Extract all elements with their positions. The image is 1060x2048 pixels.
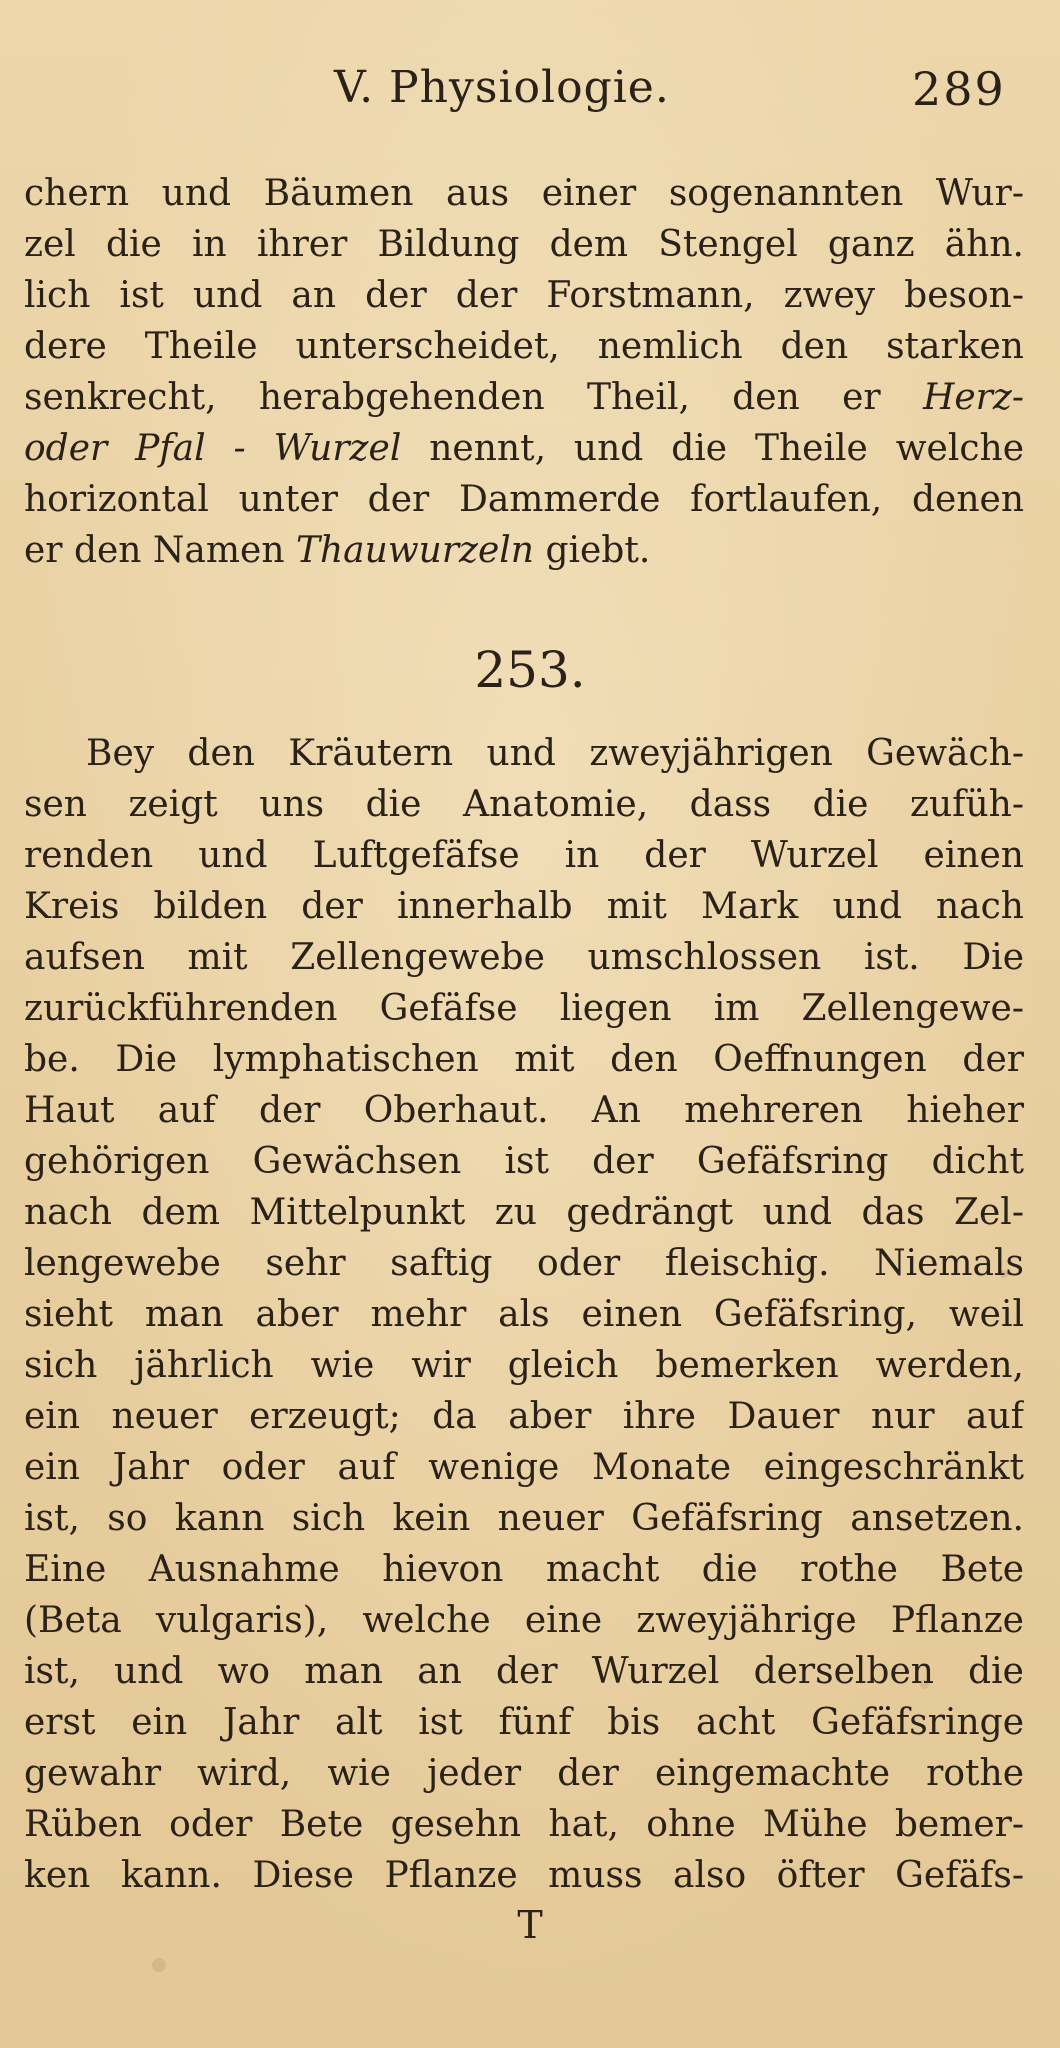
text-line: ken kann. Diese Pflanze muss also öfter Gefäfs- (24, 1855, 1024, 1896)
text-line: renden und Luftgefäfse in der Wurzel einen (24, 835, 1024, 876)
text-line: horizontal unter der Dammerde fortlaufen, denen (24, 479, 1024, 520)
text-line: gewahr wird, wie jeder der eingemachte rothe (24, 1753, 1024, 1794)
section-number: 253. (474, 641, 586, 699)
text-line: ein Jahr oder auf wenige Monate eingeschränkt (24, 1447, 1024, 1488)
text-line: erst ein Jahr alt ist fünf bis acht Gefäfsringe (24, 1702, 1024, 1743)
running-head: V. Physiologie. (334, 62, 670, 113)
text-line: zel die in ihrer Bildung dem Stengel ganz ähn. (24, 224, 1024, 265)
foxing-spot (152, 1958, 166, 1972)
text-line: ist, und wo man an der Wurzel derselben die (24, 1651, 1024, 1692)
italic-term: Thauwurzeln (295, 530, 534, 571)
italic-term: oder Pfal - Wurzel (24, 428, 402, 469)
text-line: ist, so kann sich kein neuer Gefäfsring ansetzen. (24, 1498, 1024, 1539)
paragraph-continued (24, 168, 1024, 576)
text-line: Kreis bilden der innerhalb mit Mark und nach (24, 886, 1024, 927)
text-line: lich ist und an der der Forstmann, zwey beson- (24, 275, 1024, 316)
text-line: gehörigen Gewächsen ist der Gefäfsring dicht (24, 1141, 1024, 1182)
text-line: lengewebe sehr saftig oder fleischig. Niemals (24, 1243, 1024, 1284)
text-line: zurückführenden Gefäfse liegen im Zellengewe- (24, 988, 1024, 1029)
text-line: senkrecht, herabgehenden Theil, den er Herz- (24, 377, 1024, 418)
text-line: Eine Ausnahme hievon macht die rothe Bete (24, 1549, 1024, 1590)
text-line: be. Die lymphatischen mit den Oeffnungen der (24, 1039, 1024, 1080)
page-number: 289 (912, 62, 1006, 116)
text-line: er den Namen Thauwurzeln giebt. (24, 530, 651, 571)
text-line: Haut auf der Oberhaut. An mehreren hieher (24, 1090, 1024, 1131)
text-line: chern und Bäumen aus einer sogenannten Wur- (24, 173, 1024, 214)
text-line: aufsen mit Zellengewebe umschlossen ist. Die (24, 937, 1024, 978)
text-line: sich jährlich wie wir gleich bemerken werden, (24, 1345, 1024, 1386)
text-line: nach dem Mittelpunkt zu gedrängt und das Zel- (24, 1192, 1024, 1233)
text-line: dere Theile unterscheidet, nemlich den starken (24, 326, 1024, 367)
signature-mark: T (517, 1903, 543, 1947)
page-header (0, 62, 1060, 132)
paragraph-253 (24, 728, 1024, 1901)
text-line: (Beta vulgaris), welche eine zweyjährige Pflanze (24, 1600, 1024, 1641)
text-line: sen zeigt uns die Anatomie, dass die zufüh- (24, 784, 1024, 825)
italic-term: Herz- (922, 377, 1024, 418)
text-line: oder Pfal - Wurzel nennt, und die Theile welche (24, 428, 1024, 469)
text-line: sieht man aber mehr als einen Gefäfsring, weil (24, 1294, 1024, 1335)
text-line: Bey den Kräutern und zweyjährigen Gewäch- (86, 733, 1024, 774)
text-line: Rüben oder Bete gesehn hat, ohne Mühe bemer- (24, 1804, 1024, 1845)
text-line: ein neuer erzeugt; da aber ihre Dauer nur auf (24, 1396, 1024, 1437)
